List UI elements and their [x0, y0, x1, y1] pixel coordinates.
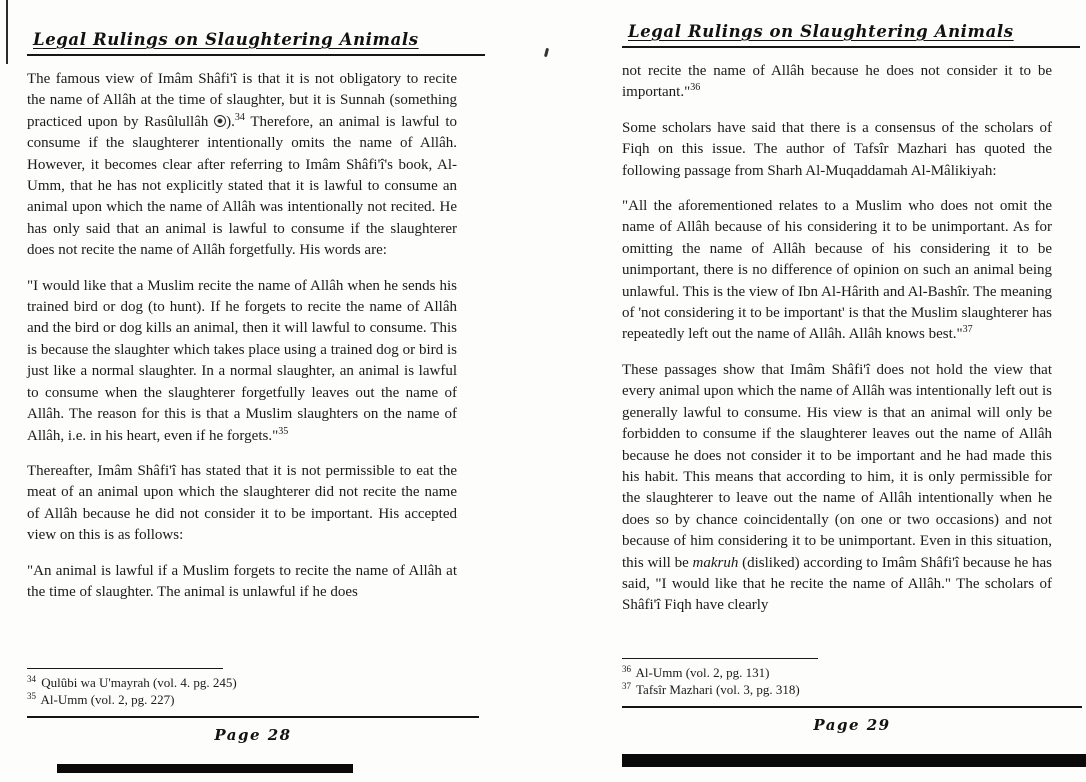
- paragraph: [622, 196, 1052, 346]
- page-left: [27, 30, 457, 617]
- running-header-title: Legal Rulings on Slaughtering Animals: [33, 30, 419, 49]
- footnote-marker: 35: [27, 690, 36, 701]
- text-run: "An animal is lawful if a Muslim forgets to recite the name of Allâh at the time of slaughter. The animal is unlawful if he does: [27, 562, 457, 600]
- text-run: "All the aforementioned relates to a Muslim who does not omit the name of Allâh because of his considering it to be unimportant. As for omitting the name of Allâh because of his considering it to be unimportant, there is no difference of opinion on such an animal being unlawful. This is the view of Ibn Al-Hârith and Al-Bashîr. The meaning of 'not considering it to be important' is that the Muslim slaughterer has repeatedly left out the name of Allâh. Allâh knows best.": [622, 198, 1052, 343]
- footnote-marker: 37: [622, 680, 631, 691]
- page-body-right: [622, 61, 1052, 617]
- footnote-list: [27, 674, 479, 708]
- footnote-reference: 34: [234, 111, 245, 123]
- footnote-marker: 34: [27, 673, 36, 684]
- paragraph: [27, 69, 457, 262]
- scan-black-bar-right: [622, 754, 1086, 767]
- footnote: $^{37}$ Tafsîr Mazhari (vol. 3, pg. 318): [622, 680, 800, 697]
- text-run: makruh: [692, 554, 739, 571]
- text-run: Thereafter, Imâm Shâfi'î has stated that it is not permissible to eat the meat of an animal upon which the slaughterer did not recite the name of Allâh because he did not consider it to be important. His accepted view on this is as follows:: [27, 462, 457, 544]
- text-run: The famous view of Imâm Shâfi'î is that it is not obligatory to recite the name of Allâh at the time of slaughter, but it is Sunnah (something practiced upon by Rasûlullâh: [27, 71, 457, 130]
- scan-black-bar-left: [57, 764, 353, 773]
- text-run: Some scholars have said that there is a consensus of the scholars of Fiqh on this issue. The author of Tafsîr Mazhari has quoted the following passage from Sharh Al-Muqaddamah Al-Mâlikiyah:: [622, 119, 1052, 179]
- scan-speck: [544, 48, 549, 57]
- footnote: $^{36}$ Al-Umm (vol. 2, pg. 131): [622, 663, 770, 680]
- paragraph: [622, 360, 1052, 617]
- page-body-left: [27, 69, 457, 603]
- footnote-reference: 35: [278, 425, 289, 437]
- footnote: $^{34}$ Qulûbi wa U'mayrah (vol. 4. pg. 245): [27, 673, 237, 690]
- footer-rule: [622, 706, 1082, 708]
- paragraph: [27, 561, 457, 604]
- text-run: (disliked) according to Imâm Shâfi'î because he has said, "I would like that he recite the name of Allâh." The scholars of Shâfi'î Fiqh have clearly: [622, 554, 1053, 614]
- sallallahu-alayhi-wasallam-icon: [214, 115, 226, 127]
- running-header-title: Legal Rulings on Slaughtering Animals: [628, 22, 1014, 41]
- paragraph: [622, 61, 1052, 104]
- running-header: [622, 22, 1080, 48]
- text-run: not recite the name of Allâh because he does not consider it to be important.": [622, 63, 1052, 101]
- page-footer-right: [622, 658, 1082, 734]
- footnote: $^{35}$ Al-Umm (vol. 2, pg. 227): [27, 690, 175, 707]
- footnote-marker: 36: [622, 663, 631, 674]
- scan-edge-artifact: [6, 0, 8, 64]
- footer-rule: [27, 716, 479, 718]
- page-footer-left: [27, 668, 479, 744]
- text-run: Therefore, an animal is lawful to consume if the slaughterer intentionally omits the name of Allâh. However, it becomes clear after referring to Imâm Shâfi'î's book, Al-Umm, that he has not explicitly stated that it is lawful to consume an animal upon which the name of Allâh was intentionally not recited. He has only said that an animal is lawful to consume if the slaughterer does not recite the name of Allâh forgetfully. His words are:: [27, 113, 457, 259]
- text-run: ).: [226, 113, 235, 130]
- footnote-list: [622, 664, 1082, 698]
- paragraph: [27, 276, 457, 447]
- page-number-right: Page 29: [813, 716, 891, 734]
- page-right: [622, 22, 1052, 631]
- footnote-reference: 36: [690, 82, 701, 94]
- footnote-separator: [622, 658, 818, 659]
- text-run: These passages show that Imâm Shâfi'î does not hold the view that every animal upon which the name of Allâh was intentionally left out is generally lawful to consume. His view is that an animal will only be forbidden to consume if the slaughterer leaves out the name of Allâh because he does not consider it to be important and he had made this his habit. This means that according to him, it is only permissible for the slaughterer to leave out the name of Allâh intentionally when he does so by chance coincidentally (on one or two occasions) and not because of him considering it to be unimportant. Even in this situation, this will be: [622, 361, 1052, 571]
- footnote-separator: [27, 668, 223, 669]
- text-run: "I would like that a Muslim recite the name of Allâh when he sends his trained bird or dog (to hunt). If he forgets to recite the name of Allâh and the bird or dog kills an animal, then it will lawful to consume. This is because the slaughter which takes place using a trained dog or bird is just like a normal slaughter. In a normal slaughter, an animal is lawful to consume when the slaughterer forgetfully leaves out the name of Allâh. The reason for this is that a Muslim slaughters on the name of Allâh, i.e. in his heart, even if he forgets.": [27, 277, 457, 444]
- page-number-left: Page 28: [214, 726, 292, 744]
- paragraph: [622, 118, 1052, 182]
- paragraph: [27, 461, 457, 547]
- footnote-reference: 37: [962, 324, 973, 336]
- running-header: [27, 30, 485, 56]
